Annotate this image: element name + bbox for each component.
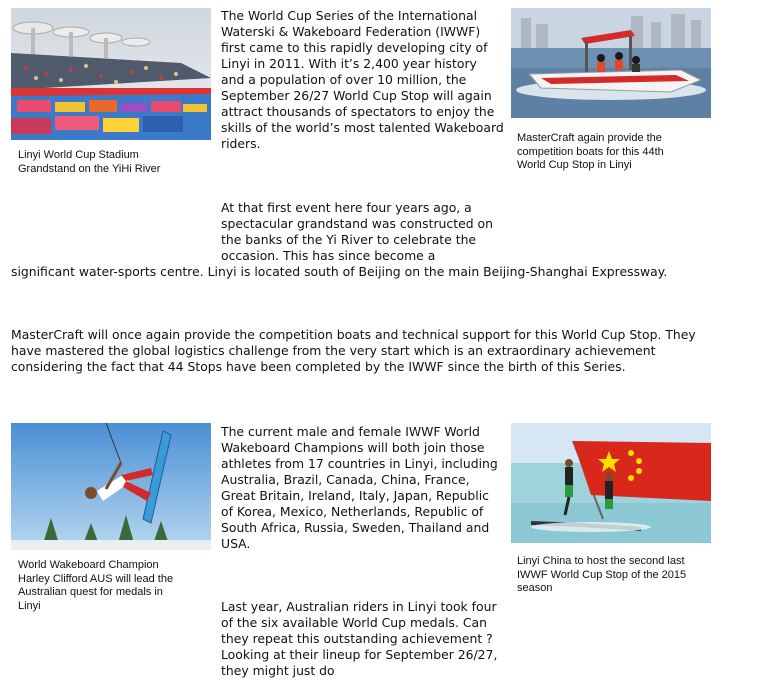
stadium-caption: Linyi World Cup Stadium Grandstand on the YiHi River — [18, 149, 161, 175]
rider-caption: World Wakeboard Champion Harley Clifford AUS will lead the Australian quest for medals in Linyi — [18, 559, 174, 612]
boat-caption: MasterCraft again provide the competition boats for this 44th World Cup Stop in Linyi — [517, 132, 664, 171]
champions-paragraph: The current male and female IWWF World Wakeboard Champions will both join those athletes from 17 countries in Linyi, including Australia, Brazil, Canada, China, France, Great Britain, Ireland, Italy, Japan, Republic of Korea, Mexico, Netherlands, Republic of South Africa, Russia, Sweden, Thailand and USA. — [221, 424, 498, 551]
history-paragraph-bottom: significant water-sports centre. Linyi is located south of Beijing on the main Beijing-Shanghai Expressway. — [11, 264, 668, 279]
intro-paragraph: The World Cup Series of the International Waterski & Wakeboard Federation (IWWF) first came to this rapidly developing city of Linyi in 2011. With it’s 2,400 year history and a population of over 10 million, the September 26/27 World Cup Stop will again attract thousands of spectators to enjoy the skills of the world’s most talented Wakeboard riders. — [221, 8, 504, 151]
boat-photo — [511, 8, 711, 118]
lastyear-paragraph: Last year, Australian riders in Linyi took four of the six available World Cup medals. Can they repeat this outstanding achievement ? Looking at their lineup for September 26/27, they might just do — [221, 599, 498, 678]
stadium-photo — [11, 8, 211, 140]
mastercraft-paragraph: MasterCraft will once again provide the competition boats and technical support for this World Cup Stop. They have mastered the global logistics challenge from the very start which is an extraordinary achievement considering the fact that 44 Stops have been completed by the IWWF since the birth of this Series. — [11, 327, 696, 374]
history-paragraph-top: At that first event here four years ago, a spectacular grandstand was constructed on the banks of the Yi River to celebrate the occasion. This has since become a — [221, 200, 493, 263]
flag-caption: Linyi China to host the second last IWWF World Cup Stop of the 2015 season — [517, 555, 687, 594]
rider-photo — [11, 423, 211, 550]
flag-photo — [511, 423, 711, 543]
